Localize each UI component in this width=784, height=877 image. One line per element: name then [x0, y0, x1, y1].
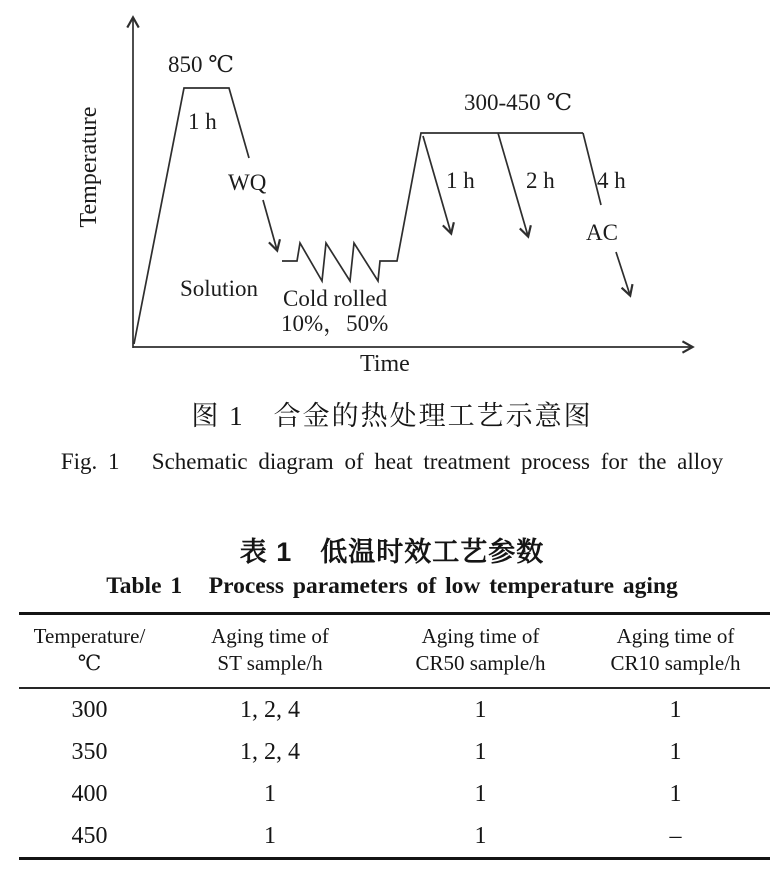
- table-cell: 1: [264, 780, 276, 807]
- y-axis-label: Temperature: [76, 106, 102, 228]
- table-row: [19, 773, 770, 815]
- table-row: [19, 731, 770, 773]
- cold-rolled-label-2: 10%，50%: [281, 311, 389, 336]
- aging-2h-label: 2 h: [526, 168, 555, 193]
- table-row: [19, 815, 770, 859]
- air-cool-arrow: [616, 252, 630, 295]
- water-quench-label: WQ: [228, 170, 267, 195]
- table-cell: 1, 2, 4: [240, 738, 300, 765]
- cold-roll-zigzag-and-aging-plateau: [282, 133, 583, 281]
- solution-hold-label: 1 h: [188, 109, 217, 134]
- aging-2h-arrow: [498, 133, 528, 236]
- figure-caption-zh: 图 1 合金的热处理工艺示意图: [191, 401, 593, 431]
- table-cell: 1: [264, 822, 276, 849]
- table-header-row: [19, 614, 770, 689]
- solution-label: Solution: [180, 276, 258, 301]
- x-axis-label: Time: [360, 351, 410, 377]
- aging-parameters-table: [19, 612, 770, 860]
- table-cell: 1: [474, 822, 487, 849]
- table-cell: –: [669, 822, 682, 849]
- table-title-en: Table 1 Process parameters of low temperature aging: [106, 573, 678, 599]
- column-header: Aging time of ST sample/h: [160, 614, 380, 689]
- table-row: [19, 688, 770, 731]
- aging-4h-label: 4 h: [597, 168, 626, 193]
- heat-treatment-diagram: [0, 0, 784, 388]
- air-cool-label: AC: [586, 220, 618, 245]
- table-cell: 1: [474, 696, 487, 723]
- table-cell: 350: [71, 738, 108, 765]
- table-cell: 300: [71, 696, 108, 723]
- aging-1h-label: 1 h: [446, 168, 475, 193]
- aging-temp-label: 300-450 ℃: [464, 90, 573, 115]
- cold-rolled-label-1: Cold rolled: [283, 286, 388, 311]
- water-quench-arrow: [263, 200, 277, 250]
- table-cell: 450: [71, 822, 108, 849]
- table-title-zh: 表 1 低温时效工艺参数: [239, 537, 545, 567]
- table-cell: 1: [474, 780, 487, 807]
- figure-caption-en: Fig. 1 Schematic diagram of heat treatment process for the alloy: [60, 449, 724, 474]
- table-cell: 1: [669, 738, 682, 765]
- column-header: Aging time of CR50 sample/h: [380, 614, 581, 689]
- table-cell: 1, 2, 4: [240, 696, 300, 723]
- solution-temp-label: 850 ℃: [168, 52, 234, 77]
- table-cell: 400: [71, 780, 108, 807]
- column-header: Aging time of CR10 sample/h: [581, 614, 770, 689]
- column-header: Temperature/ ℃: [19, 614, 160, 689]
- table-cell: 1: [669, 780, 682, 807]
- table-cell: 1: [669, 696, 682, 723]
- table-cell: 1: [474, 738, 487, 765]
